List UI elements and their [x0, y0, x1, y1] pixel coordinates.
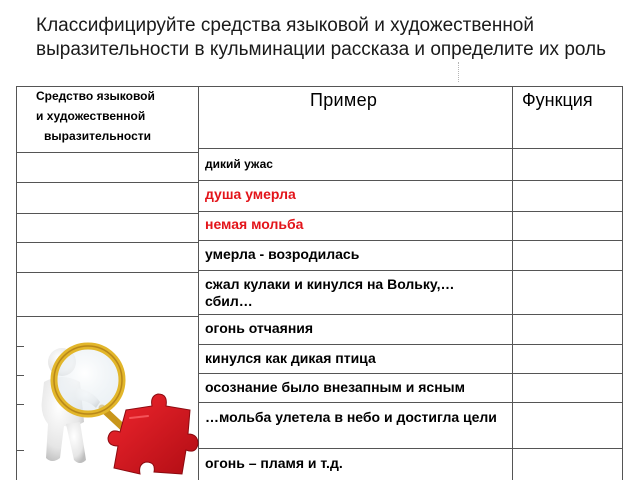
magnifier-puzzle-figure-icon: [22, 318, 200, 480]
col1-rule: [16, 242, 198, 243]
example-cell: дикий ужас: [205, 157, 273, 171]
header-example: Пример: [310, 90, 378, 110]
header-means-line: Средство языковой: [36, 89, 155, 103]
col3-rule: [512, 314, 622, 315]
header-means-line: и художественной: [36, 109, 146, 123]
example-cell: душа умерла: [205, 186, 296, 202]
col3-rule: [512, 180, 622, 181]
col1-rule: [16, 316, 198, 317]
col3-rule: [512, 402, 622, 403]
header-function: Функция: [522, 90, 593, 110]
slide-heading: Классифицируйте средства языковой и художественной выразительности в кульминации рассказа и определите их роль: [36, 15, 607, 60]
col3-rule: [512, 373, 622, 374]
col2-rule: [198, 314, 512, 315]
header-means: [22, 86, 210, 146]
table-border-left: [16, 86, 17, 480]
col3-rule: [512, 448, 622, 449]
example-cell: немая мольба: [205, 216, 304, 232]
example-cell: огонь отчаяния: [205, 320, 314, 336]
col1-rule: [16, 213, 198, 214]
col3-rule: [512, 148, 622, 149]
col1-rule: [16, 272, 198, 273]
col2-rule: [198, 448, 512, 449]
example-cell: огонь – пламя и т.д.: [205, 455, 343, 471]
col2-rule: [198, 344, 512, 345]
example-cell: …мольба улетела в небо и достигла цели: [205, 409, 497, 425]
example-cell: осознание было внезапным и ясным: [205, 379, 465, 395]
col2-rule: [198, 240, 512, 241]
example-cell: умерла - возродилась: [205, 246, 360, 262]
table-divider-col2: [512, 86, 513, 480]
col3-rule: [512, 211, 622, 212]
col2-rule: [198, 180, 512, 181]
col1-rule: [16, 152, 198, 153]
header-means-line: выразительности: [44, 129, 152, 143]
col2-rule: [198, 211, 512, 212]
col2-rule: [198, 148, 512, 149]
example-cell: сжал кулаки и кинулся на Вольку,… сбил…: [205, 276, 455, 309]
example-cell: кинулся как дикая птица: [205, 350, 376, 366]
col1-rule: [16, 182, 198, 183]
col3-rule: [512, 344, 622, 345]
table-border-right: [622, 86, 623, 480]
col2-rule: [198, 402, 512, 403]
col3-rule: [512, 240, 622, 241]
col2-rule: [198, 373, 512, 374]
col3-rule: [512, 270, 622, 271]
col2-rule: [198, 270, 512, 271]
